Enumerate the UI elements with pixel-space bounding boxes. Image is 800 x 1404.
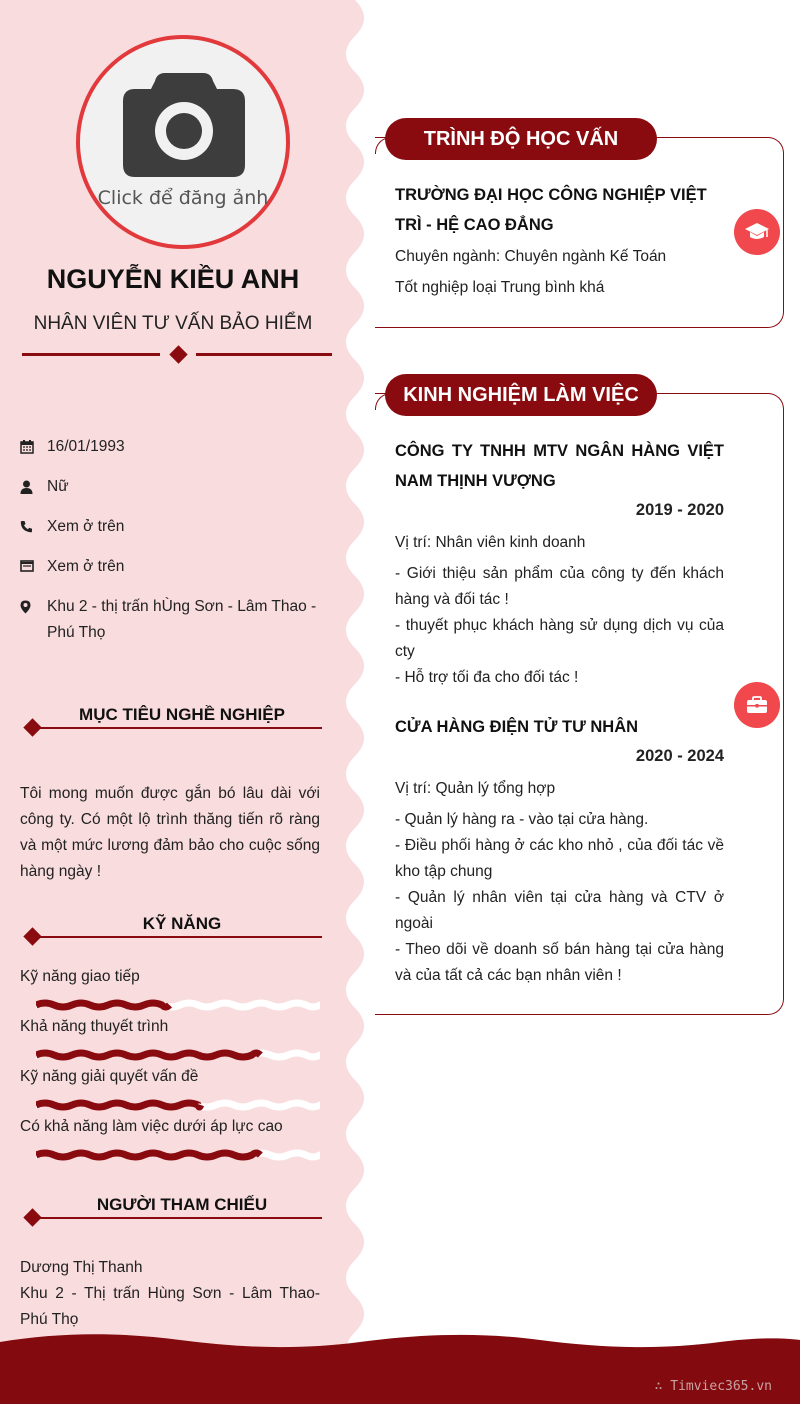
objective-heading-rule: [32, 727, 322, 729]
objective-heading-label: MỤC TIÊU NGHỀ NGHIỆP: [79, 705, 285, 724]
job-duty: - Quản lý nhân viên tại cửa hàng và CTV ở ngoài: [395, 889, 724, 932]
skills-heading-label: KỸ NĂNG: [142, 914, 222, 933]
birthday-value: 16/01/1993: [47, 438, 125, 455]
skill-label: Kỹ năng giải quyết vấn đề: [20, 1068, 199, 1085]
skill-level-bar: [36, 998, 320, 1012]
skill-label: Kỹ năng giao tiếp: [20, 968, 140, 985]
job-2-duties: [395, 807, 724, 989]
job-1-period: 2019 - 2020: [635, 501, 724, 519]
skill-level-bar: [36, 1148, 320, 1162]
skill-label: Có khả năng làm việc dưới áp lực cao: [20, 1118, 283, 1135]
briefcase-icon: [734, 682, 780, 728]
skills-heading: [22, 914, 322, 944]
skill-level-bar: [36, 1098, 320, 1112]
job-1-company: CÔNG TY TNHH MTV NGÂN HÀNG VIỆT NAM THỊNH VƯỢNG: [395, 442, 724, 490]
objective-text: Tôi mong muốn được gắn bó lâu dài với công ty. Có một lộ trình thăng tiến rõ ràng và một mức lương đảm bảo cho cuộc sống hàng ngày !: [20, 785, 320, 880]
name-divider: [22, 345, 332, 365]
phone-value: Xem ở trên: [47, 518, 125, 535]
reference-address: Khu 2 - Thị trấn Hùng Sơn - Lâm Thao- Phú Thọ: [20, 1285, 320, 1328]
contact-address: [20, 594, 320, 646]
reference-block: [20, 1255, 320, 1333]
skill-bar-fill: [36, 1003, 169, 1007]
education-grade: Tốt nghiệp loại Trung bình khá: [395, 279, 605, 296]
candidate-name: NGUYỄN KIỀU ANH: [46, 264, 300, 294]
job-duty: - Quản lý hàng ra - vào tại cửa hàng.: [395, 811, 649, 828]
objective-heading: [22, 705, 322, 735]
education-major: Chuyên ngành: Chuyên ngành Kế Toán: [395, 248, 667, 265]
watermark: ∴ Timviec365.vn: [654, 1379, 772, 1394]
job-duty: - Hỗ trợ tối đa cho đối tác !: [395, 669, 579, 686]
job-2-role: Vị trí: Quản lý tổng hợp: [395, 780, 556, 797]
diamond-icon: [23, 718, 41, 736]
job-duty: - Điều phối hàng ở các kho nhỏ , của đối tác về kho tập chung: [395, 837, 724, 880]
camera-icon: [121, 69, 247, 179]
calendar-icon: [20, 434, 47, 460]
experience-heading: KINH NGHIỆM LÀM VIỆC: [385, 374, 657, 416]
skill-level-bar: [36, 1048, 320, 1062]
reference-heading-label: NGƯỜI THAM CHIẾU: [96, 1195, 268, 1214]
email-value: Xem ở trên: [47, 558, 125, 575]
education-school: TRƯỜNG ĐẠI HỌC CÔNG NGHIỆP VIỆT TRÌ - HỆ CAO ĐẲNG: [395, 186, 707, 234]
job-1-role: Vị trí: Nhân viên kinh doanh: [395, 534, 586, 551]
skill-bar-fill: [36, 1103, 201, 1107]
phone-icon: [20, 514, 47, 540]
job-1-duties: [395, 561, 724, 691]
job-2-period: 2020 - 2024: [635, 747, 724, 765]
contact-birthday: [20, 434, 320, 460]
skill-label: Khả năng thuyết trình: [20, 1018, 169, 1035]
avatar-upload[interactable]: [76, 35, 290, 249]
skill-bar-fill: [36, 1053, 260, 1057]
graduation-cap-icon: [734, 209, 780, 255]
job-duty: - Giới thiệu sản phẩm của công ty đến khách hàng và đối tác !: [395, 565, 724, 608]
gender-value: Nữ: [47, 478, 69, 495]
contact-gender: [20, 474, 320, 500]
education-heading: TRÌNH ĐỘ HỌC VẤN: [385, 118, 657, 160]
user-icon: [20, 474, 47, 500]
candidate-position: NHÂN VIÊN TƯ VẤN BẢO HIỂM: [33, 313, 313, 334]
job-duty: - Theo dõi về doanh số bán hàng tại cửa hàng và của tất cả các bạn nhân viên !: [395, 941, 724, 984]
contact-email: [20, 554, 320, 580]
reference-heading: [22, 1195, 322, 1225]
skill-bar-fill: [36, 1153, 260, 1157]
address-value: Khu 2 - thị trấn hÙng Sơn - Lâm Thao - Phú Thọ: [47, 598, 317, 641]
diamond-icon: [23, 927, 41, 945]
skills-heading-rule: [32, 936, 322, 938]
envelope-icon: [20, 554, 47, 580]
contact-phone: [20, 514, 320, 540]
map-pin-icon: [20, 594, 47, 646]
job-2-company: CỬA HÀNG ĐIỆN TỬ TƯ NHÂN: [395, 718, 639, 736]
job-duty: - thuyết phục khách hàng sử dụng dịch vụ của cty: [395, 617, 724, 660]
diamond-icon: [23, 1208, 41, 1226]
reference-name: Dương Thị Thanh: [20, 1259, 143, 1276]
avatar-upload-label: Click để đăng ảnh: [97, 187, 269, 209]
reference-heading-rule: [32, 1217, 322, 1219]
